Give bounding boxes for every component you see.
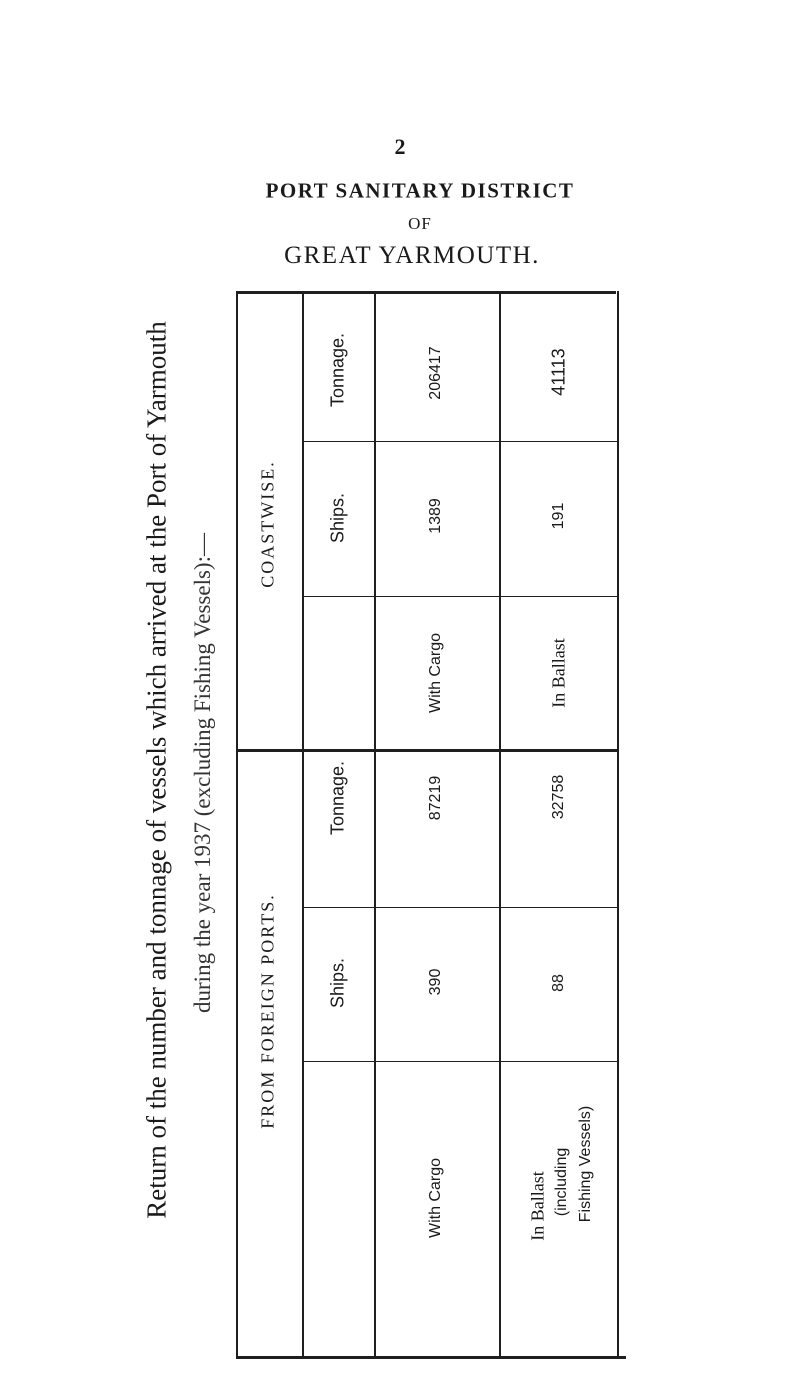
column-line-header: [302, 291, 304, 1359]
foreign-ballast-ships: 88: [550, 974, 567, 992]
coastwise-ballast-label: In Ballast: [548, 638, 569, 708]
foreign-cargo-ships: 390: [427, 968, 444, 996]
coastwise-cargo-label: With Cargo: [427, 632, 444, 714]
page-title: PORT SANITARY DISTRICT: [265, 178, 575, 203]
section-heading-coastwise: COASTWISE.: [257, 460, 278, 588]
row-line-foreign-ships: [302, 1061, 618, 1062]
row-line-coast-ships: [302, 596, 618, 597]
foreign-ballast-label-line-3: Fishing Vessels): [577, 1105, 594, 1223]
column-line-cargo: [374, 291, 376, 1359]
coastwise-ballast-ships: 191: [550, 502, 567, 530]
caption-line-1: Return of the number and tonnage of vessels which arrived at the Port of Yarmouth: [141, 321, 172, 1219]
table-border-right: [617, 291, 619, 1359]
row-line-coast-tonnage: [302, 441, 618, 442]
caption-line-2: during the year 1937 (excluding Fishing Vessels):—: [190, 533, 215, 1013]
page-number: 2: [394, 134, 406, 159]
page-subtitle: GREAT YARMOUTH.: [284, 242, 540, 269]
section-heading-foreign: FROM FOREIGN PORTS.: [257, 893, 278, 1129]
foreign-ballast-label-line-2: (including: [553, 1147, 570, 1217]
coastwise-ballast-tonnage: 41113: [548, 348, 569, 396]
foreign-ballast-label-line-1: In Ballast: [527, 1171, 548, 1241]
coastwise-ships-header: Ships.: [327, 492, 348, 544]
coastwise-cargo-ships: 1389: [427, 498, 444, 534]
coastwise-tonnage-header: Tonnage.: [327, 332, 348, 408]
column-line-ballast: [499, 291, 501, 1359]
table-border-bottom: [236, 1356, 626, 1359]
foreign-cargo-tonnage: 87219: [427, 775, 444, 821]
foreign-cargo-label: With Cargo: [427, 1157, 444, 1239]
row-line-foreign-tonnage: [302, 907, 618, 908]
section-divider: [236, 749, 618, 752]
foreign-tonnage-header: Tonnage.: [327, 760, 348, 836]
page-title-of: OF: [408, 214, 432, 233]
table-border-left: [236, 291, 238, 1359]
coastwise-cargo-tonnage: 206417: [427, 346, 444, 400]
foreign-ballast-tonnage: 32758: [550, 774, 567, 820]
table-border-top: [236, 291, 616, 294]
foreign-ships-header: Ships.: [327, 957, 348, 1009]
